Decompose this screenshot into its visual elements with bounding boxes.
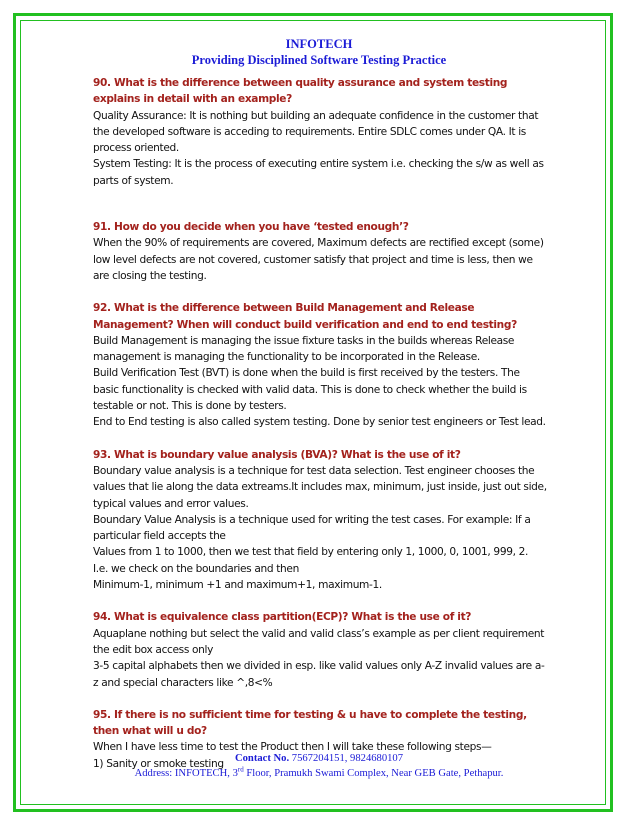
answer-91-line-1: When the 90% of requirements are covered, Maximum defects are rectified except (some) low level defects are not covered, customer satisfy that project and time is less, then we are closing the testing. — [93, 237, 544, 282]
answer-93-line-3: Values from 1 to 1000, then we test that field by entering only 1, 1000, 0, 1001, 999, 2. — [93, 546, 529, 559]
page-header — [0, 36, 638, 68]
address-prefix: Address: INFOTECH, 3 — [134, 768, 238, 779]
address-suffix: Floor, Pramukh Swami Complex, Near GEB Gate, Pethapur. — [243, 768, 504, 779]
question-92: 92. What is the difference between Build Management and Release Management? When will conduct build verification and end to end testing? — [93, 302, 517, 331]
page-footer — [0, 751, 638, 781]
question-90: 90. What is the difference between quality assurance and system testing explains in detail with an example? — [93, 77, 508, 106]
answer-93-line-4: I.e. we check on the boundaries and then — [93, 562, 299, 575]
question-95: 95. If there is no sufficient time for testing & u have to complete the testing, then what will u do? — [93, 708, 527, 738]
address-sup: rd — [237, 765, 244, 774]
contact-label: Contact No. — [234, 753, 290, 764]
answer-93-line-2: Boundary Value Analysis is a technique used for writing the test cases. For example: If a particular field accepts the — [93, 513, 531, 543]
answer-90-line-2: System Testing: It is the process of executing entire system i.e. checking the s/w as well as parts of system. — [93, 158, 544, 187]
question-93: 93. What is boundary value analysis (BVA)? What is the use of it? — [93, 448, 461, 461]
question-94: 94. What is equivalence class partition(ECP)? What is the use of it? — [93, 611, 472, 624]
question-91: 91. How do you decide when you have ‘tested enough’? — [93, 221, 409, 234]
answer-95-line-1: When I have less time to test the Product then I will take these following steps— — [93, 741, 492, 754]
qa-item-93 — [93, 447, 548, 594]
answer-90-line-1: Quality Assurance: It is nothing but building an adequate confidence in the customer that the developed software is acceding to requirements. Entire SDLC comes under QA. It is process oriented. — [93, 109, 539, 155]
qa-item-91 — [93, 219, 548, 284]
header-tagline: Providing Disciplined Software Testing Practice — [191, 53, 447, 67]
contact-numbers: 7567204151, 9824680107 — [291, 753, 404, 764]
answer-93-line-5: Minimum-1, minimum +1 and maximum+1, maximum-1. — [93, 579, 382, 592]
answer-92-line-1: Build Management is managing the issue fixture tasks in the builds whereas Release management is managing the functionality to be incorporated in the Release. — [93, 334, 515, 364]
footer-contact — [0, 751, 638, 766]
answer-94-line-2: 3-5 capital alphabets then we divided in esp. like valid values only A-Z invalid values are a-z and special characters like ^,8<% — [93, 660, 545, 689]
qa-item-92 — [93, 300, 548, 430]
answer-93-line-1: Boundary value analysis is a technique for test data selection. Test engineer chooses the values that lie along the data extreams.It includes max, minimum, just inside, just out side, typical values and error values. — [93, 464, 547, 510]
footer-address — [0, 766, 638, 781]
qa-item-94 — [93, 609, 548, 690]
answer-94-line-1: Aquaplane nothing but select the valid and valid class’s example as per client requirement the edit box access only — [93, 627, 545, 656]
answer-92-line-3: End to End testing is also called system testing. Done by senior test engineers or Test lead. — [93, 416, 546, 429]
answer-95-line-2: 1) Sanity or smoke testing — [93, 757, 224, 770]
qa-content — [93, 75, 548, 772]
header-org: INFOTECH — [285, 37, 353, 51]
answer-92-line-2: Build Verification Test (BVT) is done when the build is first received by the testers. The basic functionality is checked with valid data. This is done to check whether the build is testable or not. This is done by testers. — [93, 367, 527, 413]
qa-item-90 — [93, 75, 548, 189]
